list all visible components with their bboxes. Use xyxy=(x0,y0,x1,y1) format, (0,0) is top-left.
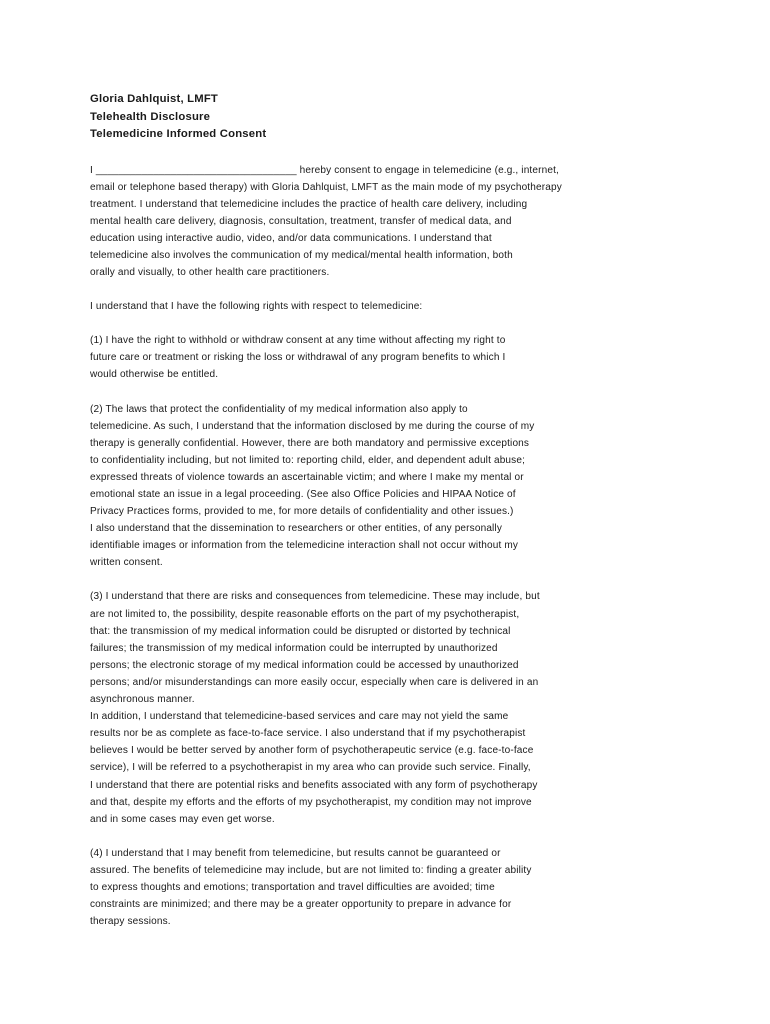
header-therapist-name: Gloria Dahlquist, LMFT xyxy=(90,93,219,105)
text-line: (1) I have the right to withhold or withdraw consent at any time without affecting my right to xyxy=(90,335,506,347)
text-line: email or telephone based therapy) with Gloria Dahlquist, LMFT as the main mode of my psychotherapy xyxy=(90,181,562,193)
text-line: (2) The laws that protect the confidentiality of my medical information also apply to xyxy=(90,403,468,415)
text-line: to express thoughts and emotions; transportation and travel difficulties are avoided; time xyxy=(90,881,495,893)
text-line: persons; and/or misunderstandings can more easily occur, especially when care is delivered in an xyxy=(90,676,539,688)
document-body xyxy=(90,91,650,930)
text-line: In addition, I understand that telemedicine-based services and care may not yield the same xyxy=(90,711,509,723)
text-line: that: the transmission of my medical information could be disrupted or distorted by technical xyxy=(90,625,511,637)
text-line: and that, despite my efforts and the efforts of my psychotherapist, my condition may not improve xyxy=(90,796,532,808)
text-line: therapy is generally confidential. However, there are both mandatory and permissive exceptions xyxy=(90,437,530,449)
text-line: are not limited to, the possibility, despite reasonable efforts on the part of my psychotherapist, xyxy=(90,608,520,620)
text-line: results nor be as complete as face-to-face service. I also understand that if my psychotherapist xyxy=(90,728,526,740)
right-3-paragraph xyxy=(90,588,650,827)
text-line: to confidentiality including, but not limited to: reporting child, elder, and dependent adult abuse; xyxy=(90,454,526,466)
header-consent-title: Telemedicine Informed Consent xyxy=(90,128,267,140)
text-line: therapy sessions. xyxy=(90,916,171,928)
text-line: telemedicine also involves the communication of my medical/mental health information, both xyxy=(90,249,513,261)
document-header xyxy=(90,91,650,144)
text-line: (3) I understand that there are risks and consequences from telemedicine. These may include, but xyxy=(90,591,540,603)
text-line: Privacy Practices forms, provided to me, for more details of confidentiality and other issues.) xyxy=(90,506,514,518)
text-line: persons; the electronic storage of my medical information could be accessed by unauthorized xyxy=(90,659,519,671)
text-line: and in some cases may even get worse. xyxy=(90,813,275,825)
text-line: assured. The benefits of telemedicine may include, but are not limited to: finding a greater ability xyxy=(90,864,532,876)
text-line: I ___________________________________ hereby consent to engage in telemedicine (e.g., internet, xyxy=(90,164,559,176)
text-line: would otherwise be entitled. xyxy=(90,369,219,381)
text-line: treatment. I understand that telemedicine includes the practice of health care delivery, including xyxy=(90,198,528,210)
text-line: believes I would be better served by another form of psychotherapeutic service (e.g. face-to-face xyxy=(90,745,534,757)
right-2-paragraph xyxy=(90,401,650,572)
text-line: failures; the transmission of my medical information could be interrupted by unauthorized xyxy=(90,642,498,654)
text-line: future care or treatment or risking the loss or withdrawal of any program benefits to which I xyxy=(90,352,506,364)
text-line: asynchronous manner. xyxy=(90,694,195,706)
text-line: mental health care delivery, diagnosis, consultation, treatment, transfer of medical data, and xyxy=(90,215,512,227)
text-line: education using interactive audio, video, and/or data communications. I understand that xyxy=(90,232,492,244)
text-line: (4) I understand that I may benefit from telemedicine, but results cannot be guaranteed or xyxy=(90,847,501,859)
text-line: I understand that I have the following rights with respect to telemedicine: xyxy=(90,301,423,313)
text-line: identifiable images or information from the telemedicine interaction shall not occur without my xyxy=(90,540,519,552)
rights-intro-paragraph xyxy=(90,298,650,315)
text-line: emotional state an issue in a legal proceeding. (See also Office Policies and HIPAA Notice of xyxy=(90,489,516,500)
consent-paragraph xyxy=(90,162,650,282)
text-line: service), I will be referred to a psychotherapist in my area who can provide such service. Finally, xyxy=(90,762,531,774)
text-line: orally and visually, to other health care practitioners. xyxy=(90,267,330,279)
text-line: constraints are minimized; and there may be a greater opportunity to prepare in advance for xyxy=(90,899,512,911)
text-line: I also understand that the dissemination to researchers or other entities, of any personally xyxy=(90,523,502,535)
header-disclosure-title: Telehealth Disclosure xyxy=(90,110,211,123)
text-line: expressed threats of violence towards an ascertainable victim; and where I make my mental or xyxy=(90,471,524,483)
text-line: I understand that there are potential risks and benefits associated with any form of psychotherapy xyxy=(90,779,538,791)
right-4-paragraph xyxy=(90,845,650,930)
right-1-paragraph xyxy=(90,332,650,383)
text-line: written consent. xyxy=(90,557,163,569)
text-line: telemedicine. As such, I understand that the information disclosed by me during the course of my xyxy=(90,420,535,432)
